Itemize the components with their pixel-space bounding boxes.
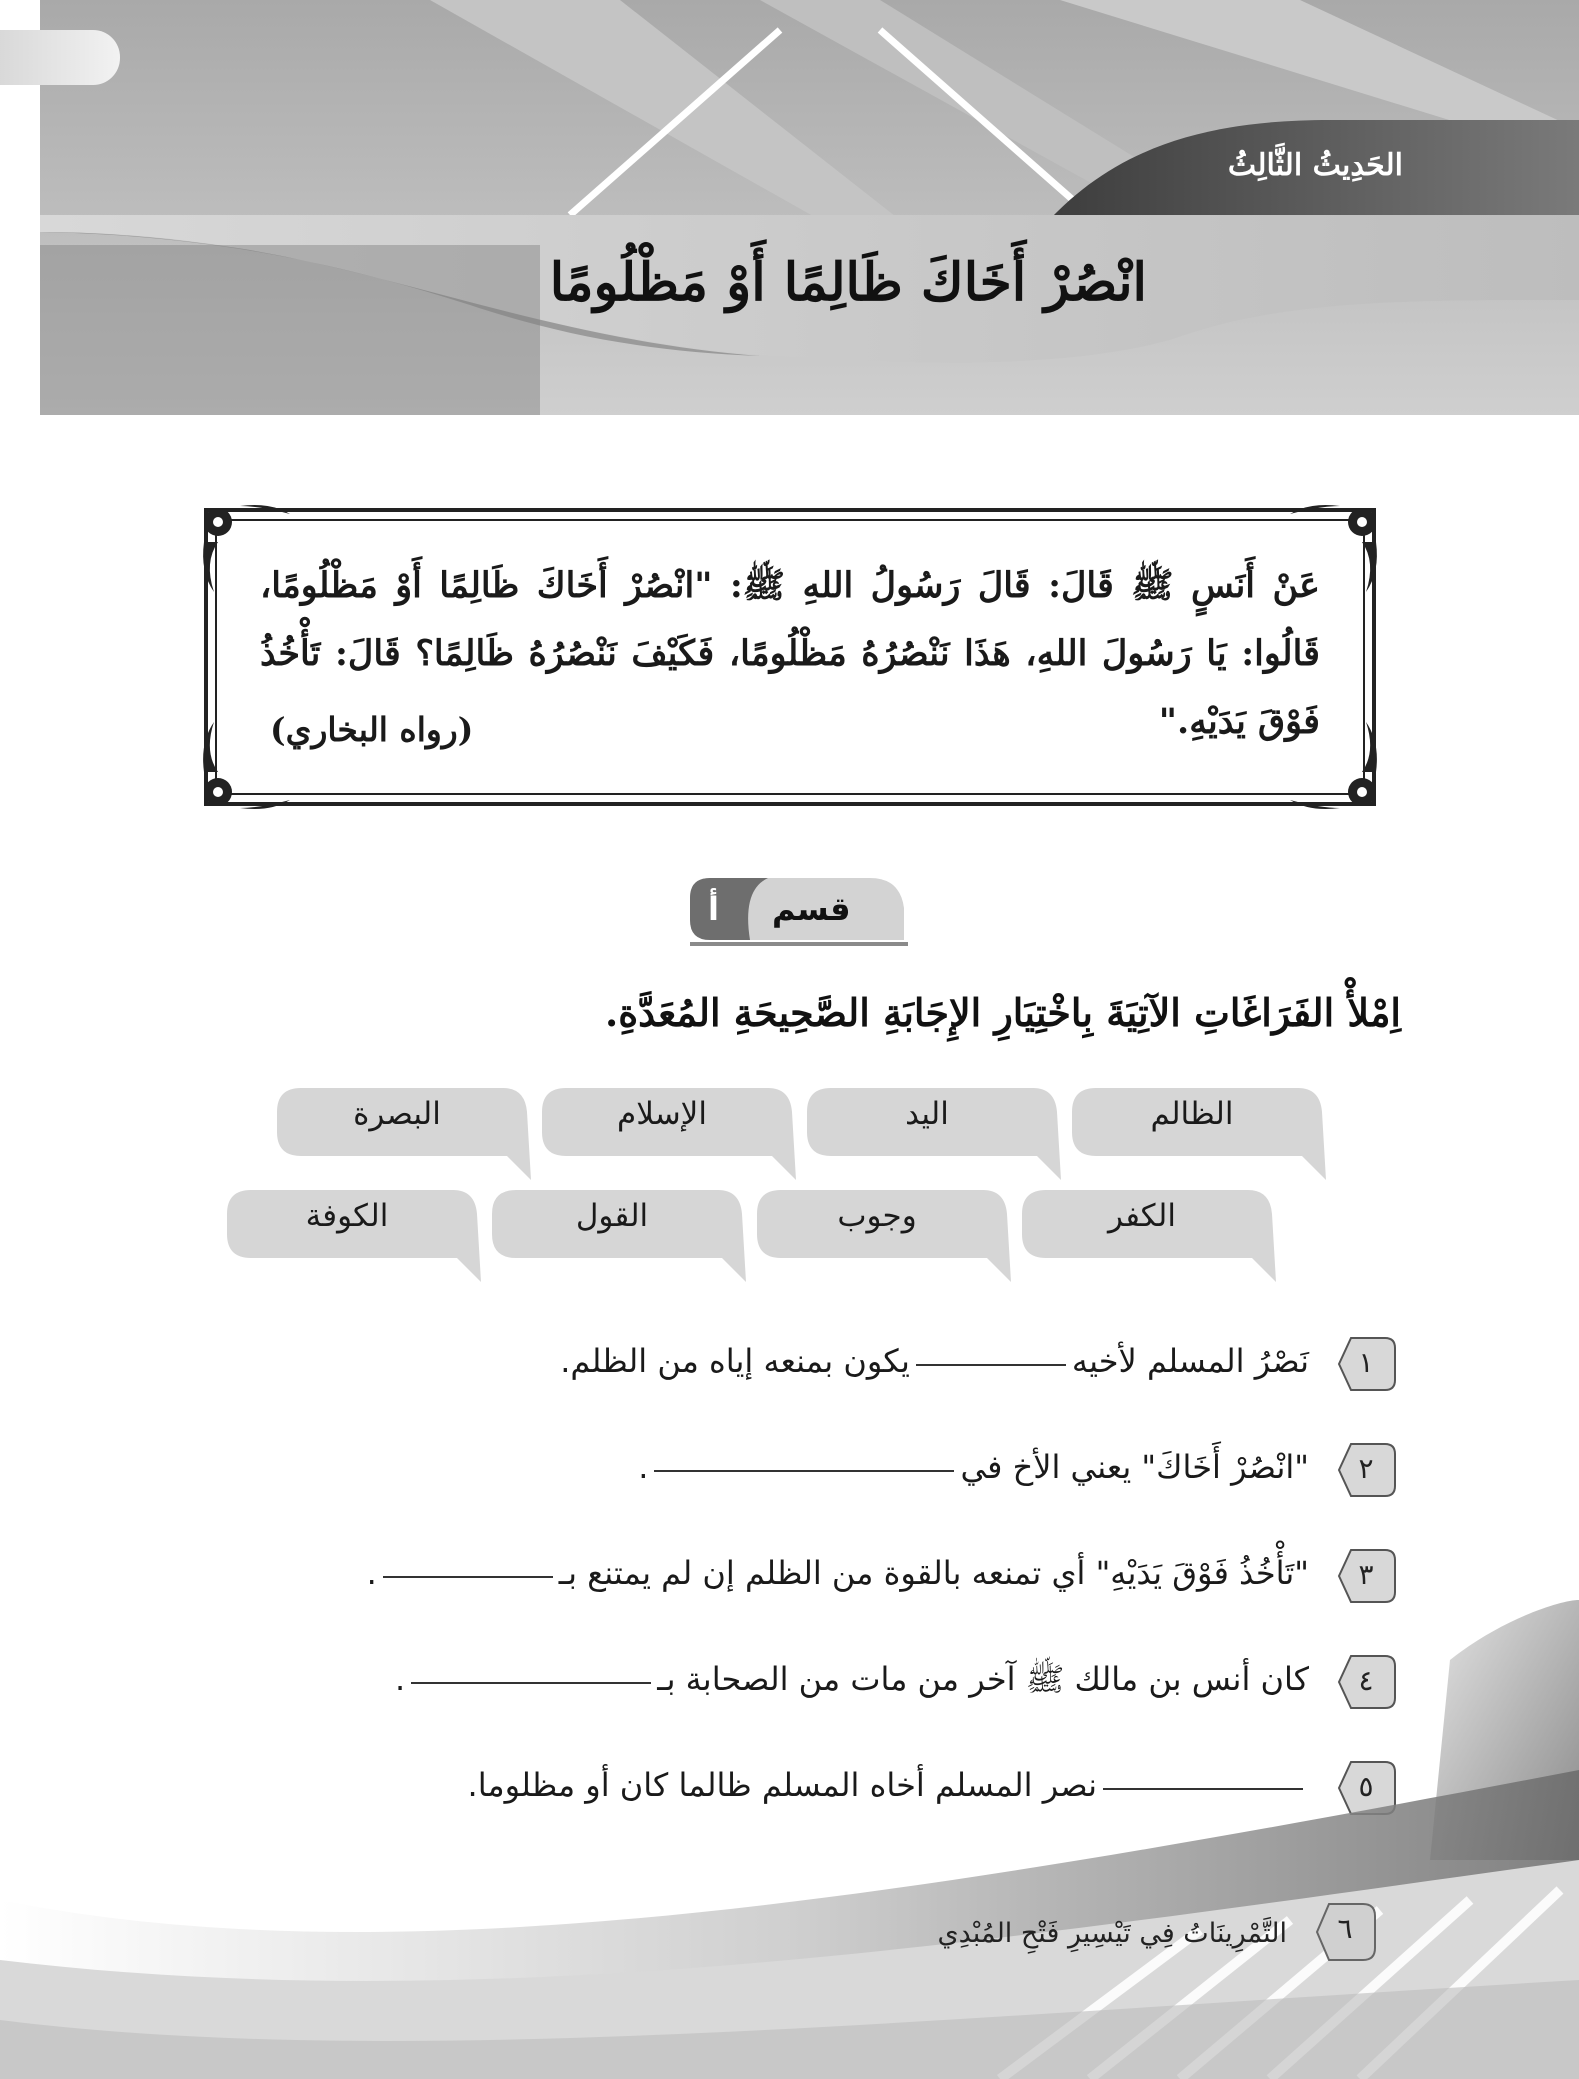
instruction-text: اِمْلأْ الفَرَاغَاتِ الآتِيَةَ بِاخْتِيَارِ الإِجَابَةِ الصَّحِيحَةِ المُعَدَّةِ. (605, 990, 1401, 1035)
answer-blank[interactable] (654, 1466, 954, 1472)
book-title: التَّمْرِينَاتُ فِي تَيْسِيرِ فَتْحِ المُبْدِي (937, 1918, 1287, 1949)
word-bubble (486, 1190, 748, 1290)
word-bank-item: البصرة (353, 1096, 441, 1132)
word-bubble (1066, 1088, 1328, 1188)
hadith-text: عَنْ أَنَسٍ ﷺ قَالَ: قَالَ رَسُولُ اللهِ ﷺ: "انْصُرْ أَخَاكَ ظَالِمًا أَوْ مَظْلُومًا، قَالُوا: يَا رَسُولَ اللهِ، هَذَا نَنْصُرُهُ مَظْلُومًا، فَكَيْفَ نَنْصُرُهُ ظَالِمًا؟ قَالَ: تَأْخُذُ فَوْقَ يَدَيْهِ." (260, 565, 1320, 742)
section-name: قسم (772, 890, 851, 928)
word-bubble (271, 1088, 533, 1188)
hadith-frame (200, 502, 1380, 812)
word-bank-item: الإسلام (617, 1096, 707, 1132)
word-bubble (751, 1190, 1013, 1290)
question-text: نصر المسلم أخاه المسلم ظالما كان أو مظلوما. (468, 1766, 1309, 1804)
page-number: ٦ (1315, 1902, 1379, 1962)
question-2 (221, 1442, 1401, 1506)
question-number-badge: ٥ (1337, 1760, 1401, 1816)
word-bank-item: الكوفة (305, 1198, 389, 1234)
section-letter: أ (708, 890, 719, 928)
question-text: "تَأْخُذُ فَوْقَ يَدَيْهِ" أي تمنعه بالقوة من الظلم إن لم يمتنع بـ. (366, 1554, 1309, 1592)
answer-blank[interactable] (383, 1572, 553, 1578)
section-tab (690, 878, 910, 948)
question-text: كان أنس بن مالك ﷺ آخر من مات من الصحابة بـ. (395, 1660, 1309, 1698)
word-bubble (1016, 1190, 1278, 1290)
lesson-title: انْصُرْ أَخَاكَ ظَالِمًا أَوْ مَظْلُومًا (549, 252, 1147, 313)
word-bank-item: اليد (905, 1096, 949, 1132)
word-bank-item: وجوب (837, 1198, 917, 1234)
chapter-label: الحَدِيثُ الثَّالِثُ (1227, 148, 1403, 183)
word-bubble (536, 1088, 798, 1188)
word-bubble (801, 1088, 1063, 1188)
word-bank-item: الظالم (1150, 1096, 1234, 1132)
hadith-source: (رواه البخاري) (270, 710, 474, 749)
question-number-badge: ١ (1337, 1336, 1401, 1392)
question-number-badge: ٢ (1337, 1442, 1401, 1498)
word-bubble (221, 1190, 483, 1290)
header-banner (0, 0, 1579, 420)
answer-blank[interactable] (916, 1360, 1066, 1366)
word-bank-item: الكفر (1108, 1198, 1176, 1234)
question-1 (221, 1336, 1401, 1400)
footer-decoration (0, 1600, 1579, 2079)
question-number-badge: ٣ (1337, 1548, 1401, 1604)
word-bank-item: القول (575, 1198, 649, 1234)
question-number-badge: ٤ (1337, 1654, 1401, 1710)
question-text: "انْصُرْ أَخَاكَ" يعني الأخ في. (638, 1448, 1309, 1486)
question-text: نَصْرُ المسلم لأخيهيكون بمنعه إياه من الظلم. (560, 1342, 1309, 1380)
